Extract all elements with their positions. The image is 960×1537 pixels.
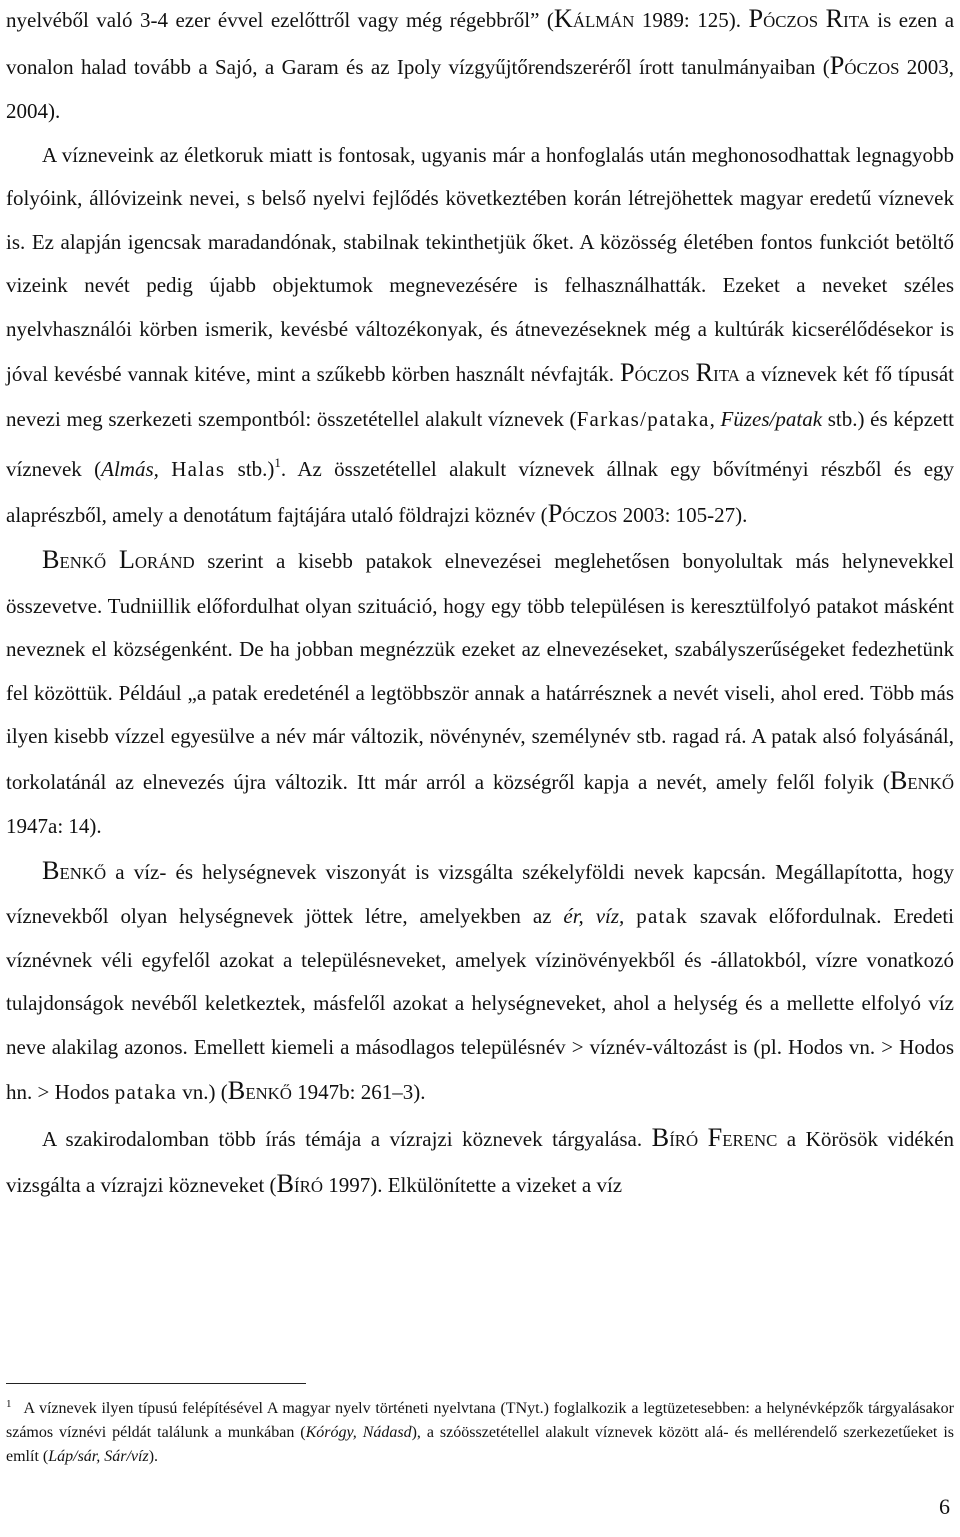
text-run: ÍRÓ bbox=[669, 1130, 699, 1150]
text-run: ). bbox=[148, 1448, 159, 1465]
footnote-ref: 1 bbox=[274, 455, 281, 470]
text-run: P bbox=[829, 50, 845, 80]
text-run: P bbox=[547, 498, 563, 528]
footnote-1 bbox=[6, 1392, 954, 1469]
paragraph-4 bbox=[6, 849, 954, 1116]
text-run: pataka bbox=[114, 1080, 178, 1104]
text-run: F bbox=[707, 1122, 723, 1152]
paragraph-5 bbox=[6, 1116, 954, 1209]
text-run bbox=[698, 1127, 708, 1151]
text-run: ÓCZOS bbox=[562, 506, 618, 526]
text-run: nyelvéből való 3-4 ezer évvel ezelőttről vagy még régebbről” ( bbox=[6, 8, 554, 32]
page-number: 6 bbox=[939, 1494, 950, 1519]
text-run: B bbox=[42, 545, 60, 574]
text-run: ér, víz, bbox=[563, 904, 625, 928]
text-run bbox=[106, 549, 119, 573]
text-run: ORÁND bbox=[134, 553, 195, 572]
text-run: a Körösök vidékén vizsgálta a vízrajzi közneveket ( bbox=[6, 1126, 955, 1197]
text-run: R bbox=[695, 358, 714, 387]
text-run: Farkas/pataka bbox=[576, 406, 710, 431]
text-run: A vízneveink az életkoruk miatt is fontosak, ugyanis már a honfoglalás után meghonosodhattak legnagyobb folyóink, állóvizeink nevei, s belső nyelvi fejlődés következtében korán létrejöhettek magyar eredetű víznevek is. Ez alapján igencsak maradandónak, stabilnak tekinthetjük őket. A közösség életében fontos funkciót betöltő vizeink nevét pedig újabb objektumok megnevezésére is felhasználhatták. Ezeket a neveket széles nyelvhasználói körben ismerik, kevésbé változékonyak, és átnevezéseknek még a kultúrák kicserélődésekor is jóval kevésbé vannak kitéve, mint a szűkebb körben használt névfajták. bbox=[6, 142, 954, 386]
text-run: ITA bbox=[843, 12, 870, 31]
text-run: is ezen a vonalon halad tovább a Sajó, a Garam és az Ipoly vízgyűjtőrendszeréről írott tanulmányaiban ( bbox=[6, 8, 955, 79]
text-run: Halas bbox=[171, 457, 226, 481]
text-run: A szakirodalomban több írás témája a vízrajzi köznevek tárgyalása. bbox=[42, 1126, 652, 1151]
text-run: P bbox=[748, 4, 764, 33]
text-run: ), a szóösszetétellel alakult víznevek között alá- és mellérendelő szerkezetűeket is említ ( bbox=[6, 1424, 954, 1465]
text-run: R bbox=[825, 4, 844, 33]
main-text bbox=[6, 0, 954, 1209]
paragraph-2 bbox=[6, 134, 954, 539]
text-run: ÓCZOS bbox=[634, 366, 690, 385]
text-run: K bbox=[553, 4, 573, 33]
text-run: A víznevek ilyen típusú felépítésével A magyar nyelv történeti nyelvtana (TNyt.) foglalkozik a legtüzetesebben: a helynévképzők tárgyalásakor számos víznévi példát találunk a munkában ( bbox=[6, 1400, 954, 1441]
text-run: ENKŐ bbox=[59, 553, 107, 572]
text-run: ITA bbox=[713, 366, 740, 385]
text-run: B bbox=[42, 855, 60, 885]
text-run: 1997). Elkülönítette a vizeket a víz bbox=[322, 1173, 623, 1197]
text-run: 1947a: 14). bbox=[6, 814, 102, 838]
paragraph-1 bbox=[6, 0, 954, 134]
text-run: stb.) és képzett víznevek ( bbox=[6, 406, 955, 481]
text-run: ENKŐ bbox=[907, 773, 954, 793]
text-run: P bbox=[619, 358, 635, 387]
paragraph-3 bbox=[6, 538, 954, 849]
text-run: 2003, 2004). bbox=[6, 54, 954, 123]
text-run: Láp/sár, Sár/víz bbox=[48, 1448, 149, 1465]
text-run: ÁLMÁN bbox=[572, 12, 635, 31]
text-run: 1989: 125). bbox=[634, 8, 749, 32]
text-run: szerint a kisebb patakok elnevezései meglehetősen bonyolultak más helynevekkel összevetve. Tudniillik előfordulhat olyan szituáció, hogy egy több településen is keresztülfolyó patakot másként neveznek el községenként. De ha jobban megnézzük ezeket az elnevezéseket, szabályszerűségeket fedezhetünk fel közöttük. Például „a patak eredeténél a legtöbbször annak a határrésznek a nevét viseli, ahol ered. Több más ilyen kisebb vízzel egyesülve a név már változik, növénynév, személynév stb. ragad rá. A patak alsó folyásánál, torkolatánál az elnevezés újra változik. Itt már arról a községről kapja a nevét, amely felől folyik ( bbox=[6, 549, 955, 794]
text-run: . Az összetétellel alakult víznevek állnak egy bővítményi részből és egy alaprészből, amely a denotátum fajtájára utaló földrajzi köznév ( bbox=[6, 457, 955, 527]
footnote-number: 1 bbox=[6, 1398, 12, 1410]
footnote-text bbox=[6, 1400, 954, 1465]
text-run: Kórógy, Nádasd bbox=[305, 1424, 412, 1441]
text-run: szavak előfordulnak. Eredeti víznévnek véli egyfelől azokat a településneveket, amelyek vízinövényekből és -állatokból, vízre vonatkozó tulajdonságok nevéből keletkeztek, másfelől azokat a helységneveket, ahol a helység és a mellette elfolyó víz neve alakilag azonos. Emellett kiemeli a másodlagos településnév > víznév-változást is (pl. Hodos vn. > Hodos hn. > Hodos bbox=[6, 904, 954, 1104]
text-run: vn.) ( bbox=[177, 1080, 228, 1104]
text-run: 2003: 105-27). bbox=[617, 502, 748, 527]
text-run: , bbox=[709, 406, 721, 431]
text-run: ÍRÓ bbox=[294, 1177, 323, 1196]
text-run: ÓCZOS bbox=[844, 58, 900, 78]
text-run: B bbox=[276, 1169, 295, 1198]
text-run: B bbox=[889, 765, 908, 795]
text-run: L bbox=[118, 545, 135, 574]
text-run bbox=[159, 457, 171, 481]
text-run: a víznevek két fő típusát nevezi meg szerkezeti szempontból: összetétellel alakult víznevek ( bbox=[6, 362, 954, 431]
text-run: patak bbox=[636, 904, 688, 928]
text-run: B bbox=[651, 1122, 670, 1152]
text-run: B bbox=[227, 1076, 246, 1105]
text-run: Almás, bbox=[101, 457, 159, 481]
text-run: ERENC bbox=[722, 1130, 778, 1150]
text-run bbox=[624, 904, 636, 928]
text-run: 1947b: 261–3). bbox=[291, 1080, 426, 1104]
text-run: Füzes/patak bbox=[720, 406, 823, 431]
text-run: ENKŐ bbox=[245, 1084, 292, 1103]
text-run: ÓCZOS bbox=[763, 12, 819, 31]
text-run bbox=[818, 8, 826, 32]
text-run: stb.) bbox=[225, 457, 275, 481]
footnote-separator bbox=[6, 1383, 306, 1384]
text-run: a víz- és helységnevek viszonyát is vizsgálta székelyföldi nevek kapcsán. Megállapította, hogy víznevekből olyan helységnevek jöttek létre, amelyekben az bbox=[6, 859, 954, 928]
text-run: ENKŐ bbox=[59, 863, 107, 883]
